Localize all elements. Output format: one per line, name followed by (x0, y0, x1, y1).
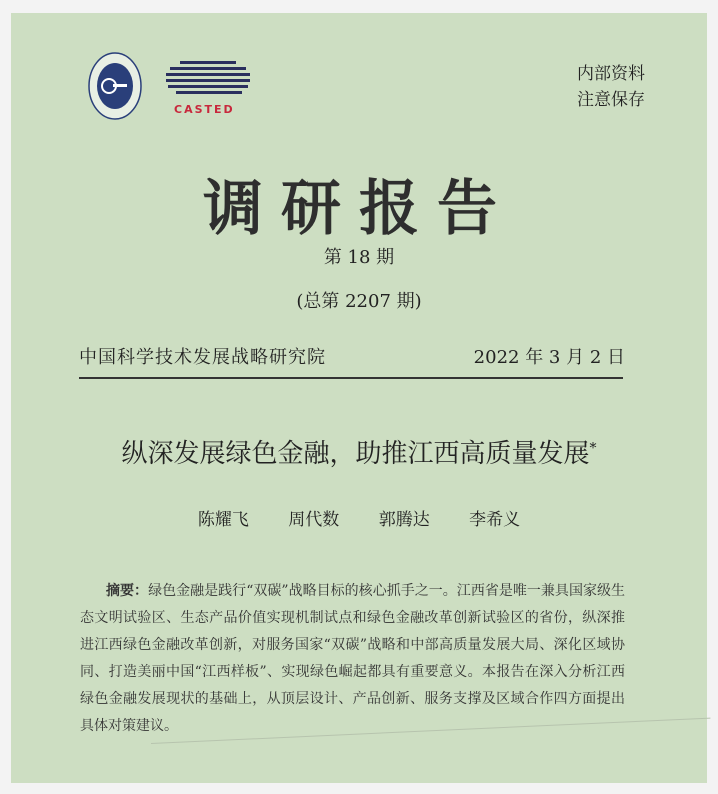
report-title: 调研报告 (203, 174, 515, 244)
classification-label (577, 61, 645, 113)
footnote-mark: * (589, 440, 597, 457)
issue-number: 第 18 期 (323, 247, 395, 268)
author-list (11, 505, 707, 530)
headline-text: 纵深发展绿色金融，助推江西高质量发展 (121, 439, 590, 469)
document-page (11, 13, 707, 783)
author: 李希义 (469, 510, 521, 530)
abstract-label: 摘要： (106, 583, 149, 599)
casted-logo (166, 61, 256, 121)
classification-line-2: 注意保存 (577, 90, 645, 110)
author: 周代数 (288, 510, 340, 530)
organization: 中国科学技术发展战略研究院 (79, 347, 326, 368)
abstract-text: 绿色金融是践行“双碳”战略目标的核心抓手之一。江西省是唯一兼具国家级生态文明试验区、生态产品价值实现机制试点和绿色金融改革创新试验区的省份，纵深推进江西绿色金融改革创新，对服务国家“双碳”战略和中部高质量发展大局、深化区域协同、打造美丽中国“江西样板”、实现绿色崛起都具有重要意义。本报告在深入分析江西绿色金融发展现状的基础上，从顶层设计、产品创新、服务支撑及区域合作四方面提出具体对策建议。 (80, 583, 626, 734)
report-date: 2022 年 3 月 2 日 (473, 347, 625, 368)
author: 郭腾达 (378, 510, 430, 530)
header-divider (79, 377, 623, 379)
total-issue-number: (总第 2207 期) (296, 291, 422, 312)
article-headline (11, 433, 707, 470)
author: 陈耀飞 (197, 510, 249, 530)
abstract (80, 578, 625, 740)
classification-line-1: 内部资料 (577, 64, 645, 84)
china-top-think-tanks-logo (87, 51, 143, 121)
casted-logo-text: CASTED (174, 103, 235, 116)
